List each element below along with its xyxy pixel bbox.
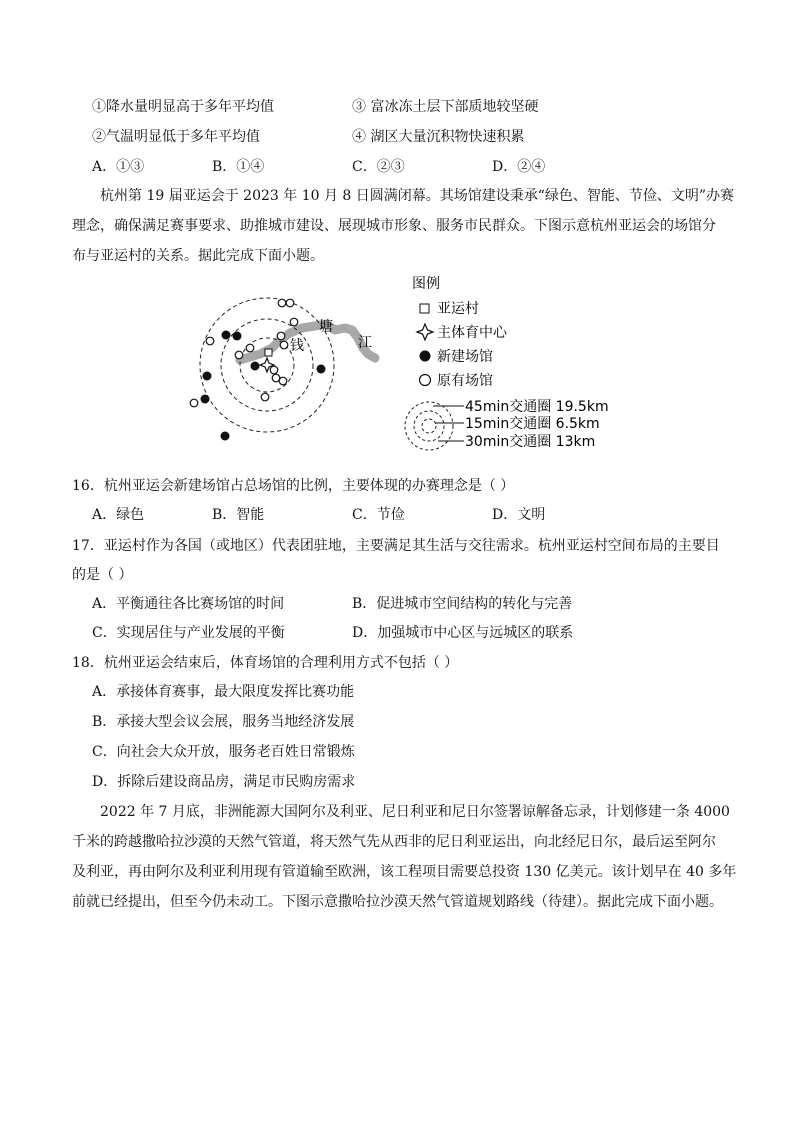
q18-option-b: B．承接大型会议会展，服务当地经济发展 xyxy=(92,714,355,730)
option-2: ②气温明显低于多年平均值 xyxy=(92,129,260,145)
q17-option-b: B．促进城市空间结构的转化与完善 xyxy=(352,596,573,612)
venue-map-figure xyxy=(180,268,640,458)
choice-b: B．①④ xyxy=(212,159,265,175)
legend-new-venue-label: 新建场馆 xyxy=(437,349,493,365)
choice-d: D．②④ xyxy=(492,159,546,175)
legend-village-label: 亚运村 xyxy=(437,301,479,317)
q16-option-b: B．智能 xyxy=(212,507,265,523)
q16-option-c: C．节俭 xyxy=(352,507,405,523)
legend-village-icon xyxy=(420,304,429,313)
q18-stem: 18．杭州亚运会结束后，体育场馆的合理利用方式不包括（ ） xyxy=(72,655,459,671)
passage2-line-2: 千米的跨越撒哈拉沙漠的天然气管道，将天然气先从西非的尼日利亚运出，向北经尼日尔，最后运至阿尔 xyxy=(72,834,716,850)
legend-stadium-label: 主体育中心 xyxy=(437,325,507,341)
option-1: ①降水量明显高于多年平均值 xyxy=(92,99,274,115)
q16-option-a: A．绿色 xyxy=(92,507,145,523)
legend-original-venue-icon xyxy=(420,375,431,386)
passage1-line-3: 布与亚运村的关系。据此完成下面小题。 xyxy=(72,248,324,264)
choice-a: A．①③ xyxy=(92,159,145,175)
legend-ring-45: 45min交通圈 19.5km xyxy=(465,399,609,415)
passage1-line-2: 理念，确保满足赛事要求、助推城市建设、展现城市形象、服务市民群众。下图示意杭州亚运会的场馆分 xyxy=(72,218,716,234)
new-venues xyxy=(201,331,326,441)
legend-original-venue-label: 原有场馆 xyxy=(437,373,493,389)
legend-title: 图例 xyxy=(412,276,440,292)
q18-option-d: D．拆除后建设商品房，满足市民购房需求 xyxy=(92,774,356,790)
q16-option-d: D．文明 xyxy=(492,507,546,523)
q17-option-d: D．加强城市中心区与远城区的联系 xyxy=(352,625,574,641)
original-venues xyxy=(190,299,298,407)
option-3: ③ 富冰冻土层下部质地较坚硬 xyxy=(352,99,539,115)
passage2-line-1: 2022 年 7 月底，非洲能源大国阿尔及利亚、尼日利亚和尼日尔签署谅解备忘录，计划修建一条 4000 xyxy=(100,804,730,820)
q17-option-a: A．平衡通往各比赛场馆的时间 xyxy=(92,596,285,612)
q17-stem-line-1: 17．亚运村作为各国（或地区）代表团驻地，主要满足其生活与交往需求。杭州亚运村空间布局的主要目 xyxy=(72,538,720,554)
q16-stem: 16．杭州亚运会新建场馆占总场馆的比例，主要体现的办赛理念是（ ） xyxy=(72,478,515,494)
q17-stem-line-2: 的是（ ） xyxy=(72,567,133,583)
qiantang-river xyxy=(240,324,375,360)
map-area xyxy=(190,298,375,441)
q18-option-c: C．向社会大众开放，服务老百姓日常锻炼 xyxy=(92,744,355,760)
q18-option-a: A．承接体育赛事，最大限度发挥比赛功能 xyxy=(92,684,355,700)
legend-star-icon xyxy=(417,324,433,340)
athletes-village-square-icon xyxy=(265,349,272,356)
option-4: ④ 湖区大量沉积物快速积累 xyxy=(352,129,525,145)
passage2-line-3: 及利亚，再由阿尔及利亚利用现有管道输至欧洲，该工程项目需要总投资 130 亿美元。该计划早在 40 多年 xyxy=(72,864,737,880)
river-char-qian: 钱 xyxy=(290,338,304,354)
legend xyxy=(405,276,609,450)
q17-option-c: C．实现居住与产业发展的平衡 xyxy=(92,625,285,641)
legend-ring-15: 15min交通圈 6.5km xyxy=(465,416,600,432)
legend-ring-30: 30min交通圈 13km xyxy=(465,434,596,450)
passage2-line-4: 前就已经提出，但至今仍未动工。下图示意撒哈拉沙漠天然气管道规划路线（待建）。据此完成下面小题。 xyxy=(72,894,723,910)
river-char-tang: 塘 xyxy=(319,319,333,335)
choice-c: C．②③ xyxy=(352,159,405,175)
river-char-jiang: 江 xyxy=(358,335,372,351)
legend-new-venue-icon xyxy=(420,351,431,362)
passage1-line-1: 杭州第 19 届亚运会于 2023 年 10 月 8 日圆满闭幕。其场馆建设秉承“绿色、智能、节俭、文明”办赛 xyxy=(100,188,735,204)
